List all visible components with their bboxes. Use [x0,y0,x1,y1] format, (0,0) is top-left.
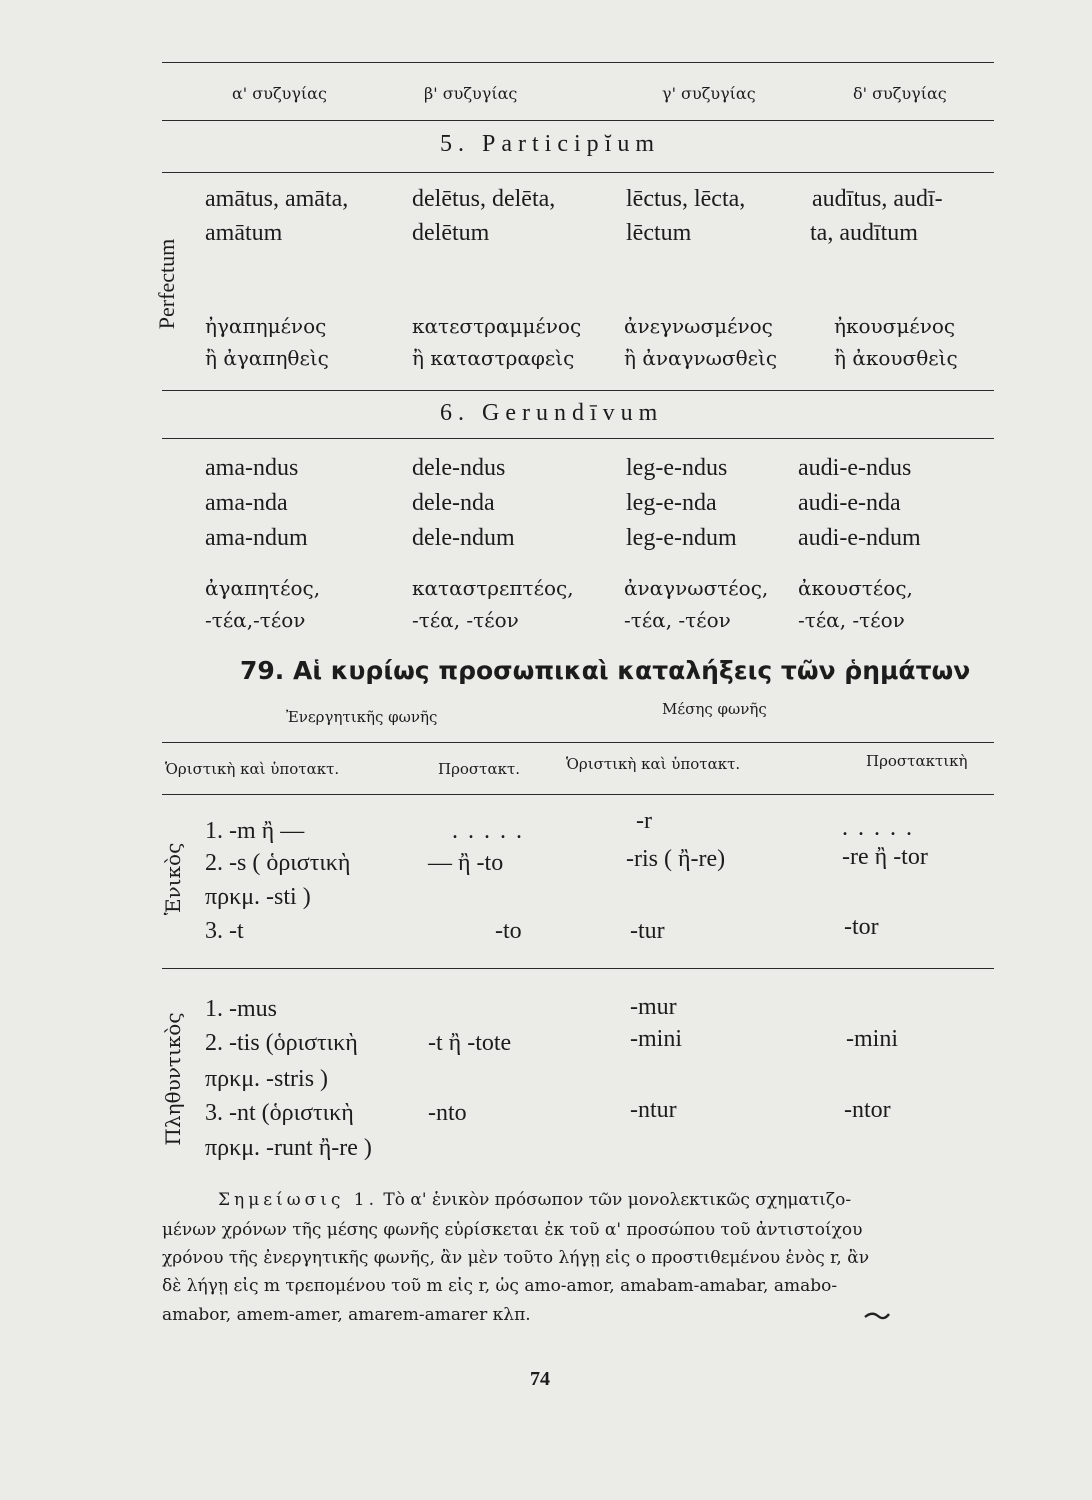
section-title-gerundivum: 6. Gerundīvum [440,400,664,426]
note-line: δὲ λήγῃ εἰς m τρεπομένου τοῦ m εἰς r, ὡς amo-amor, amabam-amabar, amabo- [162,1276,838,1296]
participle-greek: ἢ ἀκουσθεὶς [834,346,958,370]
ending-cell: 2. -tis (ὁριστικὴ [205,1030,358,1056]
gerundive-greek: -τέα, -τέον [798,608,905,632]
note-text: Τὸ α' ἑνικὸν πρόσωπον τῶν μονολεκτικῶς σχηματιζο- [383,1190,852,1210]
participle-latin: ta, audītum [810,220,918,246]
rule [162,120,994,121]
voice-middle-label: Μέσης φωνῆς [662,700,767,718]
gerundive-latin: ama-ndum [205,525,308,551]
voice-active-label: Ἐνεργητικῆς φωνῆς [286,708,438,726]
gerundive-latin: audi-e-ndus [798,455,912,481]
rule [162,438,994,439]
ending-cell: -ris ( ἢ-re) [626,846,726,872]
gerundive-greek: -τέα,-τέον [205,608,306,632]
side-label-plural: Πληθυντικὸς [161,1012,185,1146]
ending-cell: -ntur [630,1097,677,1123]
note-line: amabor, amem-amer, amarem-amarer κλπ. [162,1305,531,1325]
ending-cell: 1. -mus [205,996,277,1022]
participle-greek: ἀνεγνωσμένος [624,314,773,338]
participle-latin: audītus, audī- [812,186,943,212]
rule [162,390,994,391]
ending-cell: . . . . . [452,818,524,844]
gerundive-greek: -τέα, -τέον [624,608,731,632]
gerundive-latin: audi-e-nda [798,490,901,516]
participle-greek: ἠκουσμένος [834,314,956,338]
col-header: Ὁριστικὴ καὶ ὑποτακτ. [165,760,340,778]
note-line: χρόνου τῆς ἐνεργητικῆς φωνῆς, ἂν μὲν τοῦτο λήγῃ εἰς o προστιθεμένου ἑνὸς r, ἂν [162,1248,870,1268]
note-lead: Σημείωσις 1. [218,1190,379,1210]
gerundive-latin: leg-e-ndum [626,525,737,551]
ending-cell: -t ἢ -tote [428,1030,512,1056]
ending-cell: -nto [428,1100,467,1126]
printer-mark-icon [864,1310,890,1320]
gerundive-latin: dele-ndum [412,525,515,551]
participle-greek: ἢ καταστραφεὶς [412,346,575,370]
gerundive-latin: dele-nda [412,490,495,516]
ending-cell: 1. -m ἢ — [205,818,305,844]
ending-cell: 3. -nt (ὁριστικὴ [205,1100,354,1126]
gerundive-greek: καταστρεπτέος, [412,576,574,600]
rule [162,172,994,173]
conj-header-2: β' συζυγίας [424,84,518,103]
gerundive-latin: leg-e-nda [626,490,717,516]
participle-latin: delētus, delēta, [412,186,556,212]
gerundive-greek: ἀκουστέος, [798,576,913,600]
participle-greek: ἠγαπημένος [205,314,327,338]
side-label-singular: Ἑνικὸς [161,842,185,916]
col-header: Προστακτ. [438,760,521,778]
ending-cell: -to [495,918,522,944]
gerundive-greek: ἀναγνωστέος, [624,576,769,600]
gerundive-latin: audi-e-ndum [798,525,921,551]
rule [162,62,994,63]
ending-cell: -re ἢ -tor [842,844,928,870]
rule [162,968,994,969]
rule [162,794,994,795]
ending-cell: πρκμ. -sti ) [205,884,311,910]
page-number: 74 [530,1368,550,1390]
participle-latin: amātus, amāta, [205,186,349,212]
conj-header-3: γ' συζυγίας [662,84,756,103]
participle-latin: lēctum [626,220,692,246]
gerundive-latin: dele-ndus [412,455,506,481]
ending-cell: -mini [630,1026,682,1052]
participle-latin: amātum [205,220,283,246]
participle-greek: ἢ ἀναγνωσθεὶς [624,346,778,370]
participle-latin: lēctus, lēcta, [626,186,746,212]
ending-cell: -tor [844,914,879,940]
gerundive-greek: ἀγαπητέος, [205,576,321,600]
rule [162,742,994,743]
ending-cell: -tur [630,918,665,944]
gerundive-latin: leg-e-ndus [626,455,728,481]
ending-cell: — ἢ -to [428,850,504,876]
section-79-title: 79. Αἱ κυρίως προσωπικαὶ καταλήξεις τῶν ῥημάτων [240,656,971,685]
gerundive-greek: -τέα, -τέον [412,608,519,632]
ending-cell: -ntor [844,1097,891,1123]
gerundive-latin: ama-ndus [205,455,299,481]
gerundive-latin: ama-nda [205,490,288,516]
participle-greek: κατεστραμμένος [412,314,582,338]
participle-greek: ἢ ἀγαπηθεὶς [205,346,329,370]
ending-cell: πρκμ. -runt ἢ-re ) [205,1135,372,1161]
col-header: Ὁριστικὴ καὶ ὑποτακτ. [566,755,741,773]
note-line [218,1190,851,1210]
conj-header-1: α' συζυγίας [232,84,327,103]
ending-cell: πρκμ. -stris ) [205,1066,329,1092]
section-title-participium: 5. Participĭum [440,131,660,157]
ending-cell: -mur [630,994,677,1020]
ending-cell: . . . . . [842,815,914,841]
participle-latin: delētum [412,220,490,246]
conj-header-4: δ' συζυγίας [853,84,947,103]
ending-cell: 2. -s ( ὁριστικὴ [205,850,351,876]
ending-cell: 3. -t [205,918,244,944]
ending-cell: -r [636,808,652,834]
side-label-perfectum: Perfectum [154,238,179,330]
ending-cell: -mini [846,1026,898,1052]
note-line: μένων χρόνων τῆς μέσης φωνῆς εὑρίσκεται ἐκ τοῦ α' προσώπου τοῦ ἀντιστοίχου [162,1220,863,1240]
col-header: Προστακτικὴ [866,752,968,770]
